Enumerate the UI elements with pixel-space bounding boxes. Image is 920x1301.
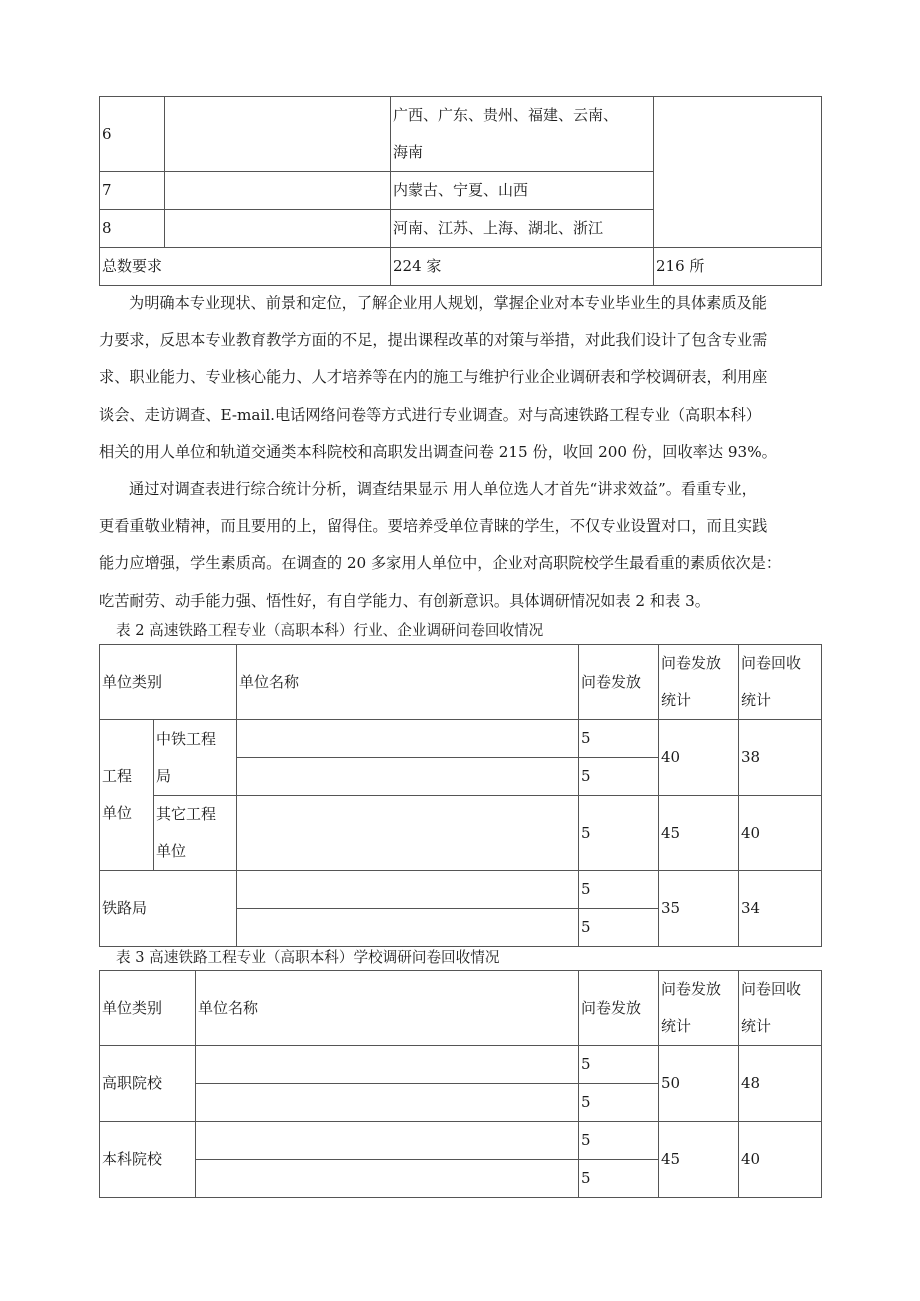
- issued-total: 50: [659, 1046, 739, 1122]
- header-issued-stats: [659, 645, 739, 720]
- text-line: 为明确本专业现状、前景和定位，了解企业用人规划，掌握企业对本专业毕业生的具体素质及能: [129, 294, 767, 312]
- table2-caption: 表 2 高速铁路工程专业（高职本科）行业、企业调研问卷回收情况: [116, 622, 544, 639]
- unit-name-cell: [237, 909, 579, 947]
- text-line: 力要求，反思本专业教育教学方面的不足，提出课程改革的对策与举措，对此我们设计了包含专业需: [99, 331, 768, 350]
- total-enterprises: 224 家: [391, 248, 654, 286]
- issued-cell: 5: [579, 871, 659, 909]
- subcategory-other: [154, 796, 237, 871]
- header-unit-name: 单位名称: [196, 971, 579, 1046]
- header-line: 统计: [661, 1017, 692, 1035]
- returned-total: 48: [739, 1046, 822, 1122]
- table3-caption: 表 3 高速铁路工程专业（高职本科）学校调研问卷回收情况: [116, 949, 500, 966]
- issued-total: 35: [659, 871, 739, 947]
- unit-name-cell: [165, 172, 391, 210]
- header-line: 问卷发放: [661, 654, 722, 672]
- header-line: 统计: [661, 691, 692, 709]
- subcategory-line: 单位: [156, 842, 187, 860]
- issued-cell: 5: [579, 1160, 659, 1198]
- category-railway-bureau: 铁路局: [100, 871, 237, 947]
- returned-total: 34: [739, 871, 822, 947]
- issued-cell: 5: [579, 796, 659, 871]
- school-survey-table: [99, 970, 822, 1198]
- total-label: 总数要求: [100, 248, 391, 286]
- category-line: 工程: [102, 767, 133, 785]
- unit-name-cell: [165, 210, 391, 248]
- returned-total: 40: [739, 796, 822, 871]
- row-number: 8: [100, 210, 165, 248]
- unit-name-cell: [165, 97, 391, 172]
- text-line: 通过对调查表进行综合统计分析，调查结果显示 用人单位选人才首先“讲求效益”。看重专业，: [129, 480, 757, 498]
- text-line: 求、职业能力、专业核心能力、人才培养等在内的施工与维护行业企业调研表和学校调研表，利用座: [99, 368, 768, 387]
- unit-name-cell: [237, 796, 579, 871]
- provinces-cell: 河南、江苏、上海、湖北、浙江: [391, 210, 654, 248]
- text-line: 吃苦耐劳、动手能力强、悟性好，有自学能力、有创新意识。具体调研情况如表 2 和表 3。: [99, 591, 710, 610]
- issued-cell: 5: [579, 758, 659, 796]
- category-undergraduate-college: 本科院校: [100, 1122, 196, 1198]
- header-returned-stats: [739, 971, 822, 1046]
- table-row: [100, 97, 822, 172]
- header-returned-stats: [739, 645, 822, 720]
- paragraph-survey-method: [99, 285, 821, 471]
- provinces-line: 海南: [393, 143, 424, 161]
- table-row: [100, 1122, 822, 1160]
- issued-cell: 5: [579, 720, 659, 758]
- unit-name-cell: [237, 720, 579, 758]
- subcategory-line: 中铁工程: [156, 729, 217, 748]
- returned-total: 40: [739, 1122, 822, 1198]
- region-quota-table: [99, 96, 822, 286]
- issued-cell: 5: [579, 1084, 659, 1122]
- header-category: 单位类别: [100, 971, 196, 1046]
- issued-cell: 5: [579, 1122, 659, 1160]
- header-line: 问卷发放: [661, 980, 722, 998]
- table-total-row: [100, 248, 822, 286]
- header-category: 单位类别: [100, 645, 237, 720]
- issued-cell: 5: [579, 1046, 659, 1084]
- subcategory-crec: [154, 720, 237, 796]
- blank-cell: [654, 97, 822, 248]
- header-line: 问卷回收: [741, 980, 802, 998]
- provinces-cell: [391, 97, 654, 172]
- enterprise-survey-table: [99, 644, 822, 947]
- header-issued: 问卷发放: [579, 971, 659, 1046]
- header-unit-name: 单位名称: [237, 645, 579, 720]
- returned-total: 38: [739, 720, 822, 796]
- table-row: [100, 871, 822, 909]
- row-number: 6: [100, 97, 165, 172]
- category-vocational-college: 高职院校: [100, 1046, 196, 1122]
- unit-name-cell: [196, 1160, 579, 1198]
- table-header-row: [100, 645, 822, 720]
- provinces-cell: 内蒙古、宁夏、山西: [391, 172, 654, 210]
- table-row: [100, 720, 822, 758]
- unit-name-cell: [196, 1046, 579, 1084]
- category-engineering: [100, 720, 154, 871]
- header-issued: 问卷发放: [579, 645, 659, 720]
- paragraph-survey-results: [99, 471, 821, 620]
- header-line: 统计: [741, 1017, 772, 1035]
- subcategory-line: 其它工程: [156, 805, 217, 823]
- text-line: 相关的用人单位和轨道交通类本科院校和高职发出调查问卷 215 份，收回 200 份，回收率达 93%。: [99, 442, 777, 461]
- unit-name-cell: [196, 1084, 579, 1122]
- issued-total: 40: [659, 720, 739, 796]
- text-line: 能力应增强，学生素质高。在调查的 20 多家用人单位中，企业对高职院校学生最看重的素质依次是：: [99, 554, 782, 573]
- table-header-row: [100, 971, 822, 1046]
- unit-name-cell: [196, 1122, 579, 1160]
- header-issued-stats: [659, 971, 739, 1046]
- category-line: 单位: [102, 804, 133, 822]
- subcategory-line: 局: [156, 766, 172, 785]
- unit-name-cell: [237, 871, 579, 909]
- issued-cell: 5: [579, 909, 659, 947]
- issued-total: 45: [659, 796, 739, 871]
- row-number: 7: [100, 172, 165, 210]
- table-row: [100, 1046, 822, 1084]
- text-line: 更看重敬业精神，而且要用的上，留得住。要培养受单位青睐的学生，不仅专业设置对口，而且实践: [99, 517, 768, 536]
- issued-total: 45: [659, 1122, 739, 1198]
- table-row: [100, 796, 822, 871]
- header-line: 统计: [741, 691, 772, 709]
- text-line: 谈会、走访调查、E-mail.电话网络问卷等方式进行专业调查。对与高速铁路工程专业（高职本科）: [99, 405, 761, 424]
- unit-name-cell: [237, 758, 579, 796]
- header-line: 问卷回收: [741, 654, 802, 672]
- provinces-line: 广西、广东、贵州、福建、云南、: [393, 106, 619, 124]
- total-schools: 216 所: [654, 248, 822, 286]
